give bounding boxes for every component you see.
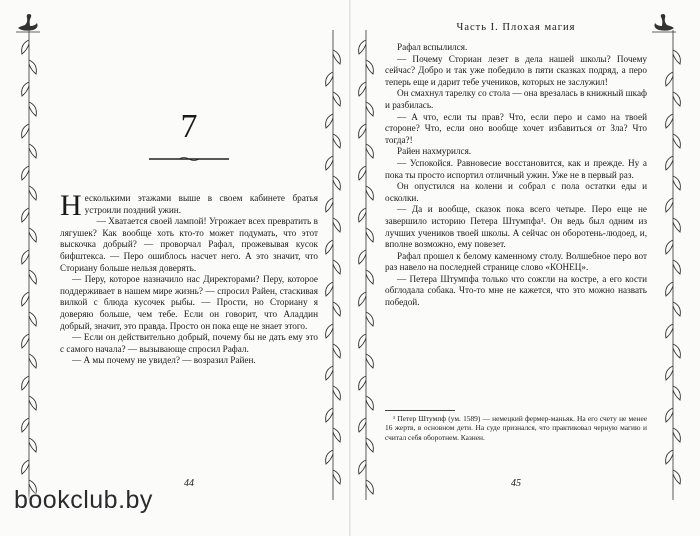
- paragraph: — Успокойся. Равновесие восстановится, как и прежде. Ну а пока ты просто испортил отличный ужин. Уже не в первый раз.: [385, 157, 647, 180]
- paragraph: — Да и вообще, сказок пока всего четыре. Перо еще не завершило историю Петера Штумпфа¹. Он ведь был одним из лучших учеников твоей школы. А сейчас он оборотень-людоед, и, вполне возможно, ему повезет.: [385, 204, 647, 250]
- page-number: 45: [511, 478, 521, 489]
- right-page: [385, 0, 647, 536]
- paragraph: — Почему Сториан лезет в дела нашей школы? Почему сейчас? Добро и так уже победило в пяти сказках подряд, а перо теперь еще и дарит тебе учеников, которых не заслужил!: [385, 53, 647, 87]
- page-number: 44: [184, 478, 194, 489]
- vine-border-icon: [662, 30, 684, 500]
- paragraph: — Перу, которое назначило нас Директорами? Перу, которое поддерживает в нашем мире жизнь? — спросил Райен, стаскивая вилкой с блюда кусочек рыбы. — Прости, но Сториану я доверяю больше, чем тебе. Если он говорит, что Аладдин добрый, значит, это правда. Просто он пока еще не знает этого.: [60, 274, 318, 331]
- paragraph: Райен нахмурился.: [397, 146, 472, 157]
- paragraph: — Если он действительно добрый, почему бы не дать ему это с самого начала? — вызывающе спросил Рафал.: [60, 332, 318, 354]
- paragraph: — А мы почему не увидел? — возразил Райен.: [72, 355, 256, 366]
- vine-border-icon: [18, 30, 40, 500]
- right-page-text: [385, 42, 647, 309]
- paragraph: Рафал прошел к белому каменному столу. Волшебное перо вот раз навело на последней странице слово «КОНЕЦ».: [385, 250, 647, 273]
- book-gutter: [349, 0, 351, 536]
- left-page: [60, 0, 318, 536]
- paragraph: Он опустился на колени и собрал с пола остатки еды и осколки.: [385, 181, 647, 203]
- paragraph: — Петера Штумпфа только что сожгли на костре, а его кости обглодала собака. Что-то мне не кажется, что это можно назвать победой.: [385, 273, 647, 308]
- footnote: [385, 414, 647, 442]
- vine-border-icon: [355, 30, 377, 500]
- chapter-number: 7: [180, 108, 198, 145]
- footnote-text: ¹ Петер Штумпф (ум. 1589) — немецкий фермер-маньяк. На его счету не менее 16 жертв, в основном дети. На суде признался, что практиковал черную магию и считал себя оборотнем. Казнен.: [385, 414, 647, 442]
- paragraph: — Хватается своей лампой! Угрожает всех превратить в лягушек? Как вообще хоть кто-то может подумать, что этот выскочка добрый? — проворчал Рафал, прожевывая кусок бифштекса. — Перо ошиблось насчет него. А это значит, что Сториану больше нельзя доверять.: [60, 216, 318, 273]
- vine-border-icon: [322, 30, 344, 500]
- site-watermark: bookclub.by: [14, 486, 153, 514]
- chapter-ornament-icon: [149, 156, 229, 162]
- running-head: Часть I. Плохая магия: [456, 22, 576, 33]
- paragraph: — А что, если ты прав? Что, если перо и само на твоей стороне? Что, если оно вообще хочет избавиться от Зла? Что тогда?!: [385, 111, 647, 145]
- paragraph: Рафал вспылился.: [397, 42, 468, 52]
- paragraph: Несколькими этажами выше в своем кабинете братья устроили поздний ужин.: [60, 189, 318, 222]
- left-page-text: [60, 189, 318, 367]
- footnote-divider: [385, 410, 455, 411]
- drop-cap: Н: [60, 189, 82, 222]
- paragraph: Он смахнул тарелку со стола — она врезалась в книжный шкаф и разбилась.: [385, 88, 647, 110]
